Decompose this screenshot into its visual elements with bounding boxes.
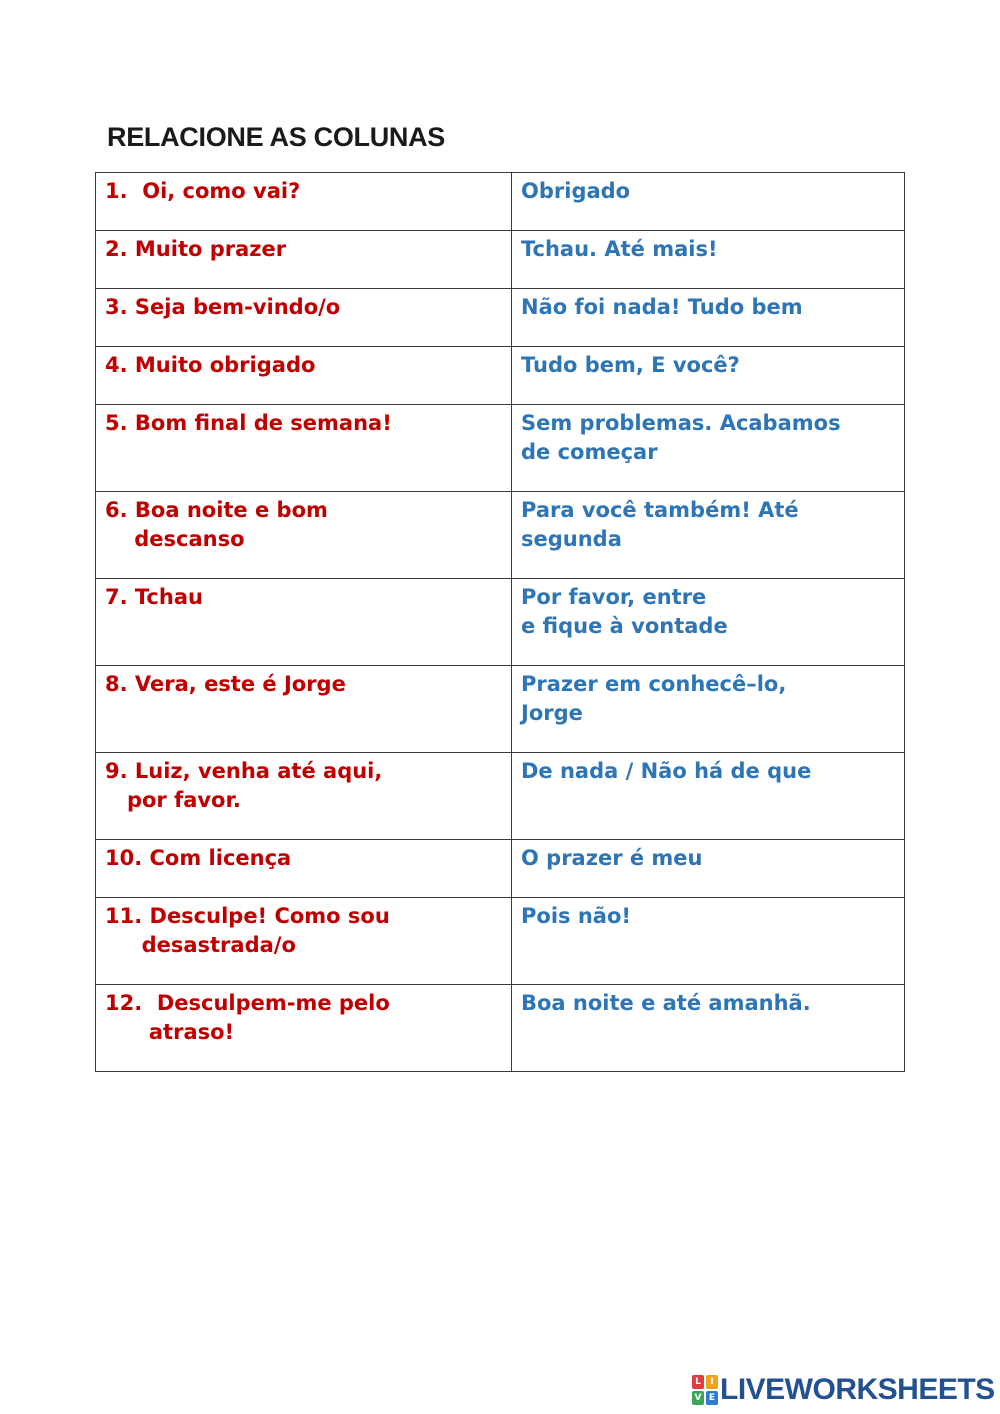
left-column-cell	[96, 492, 512, 579]
right-column-text: O prazer é meu	[521, 846, 703, 870]
table-row	[96, 898, 905, 985]
table-row	[96, 289, 905, 347]
right-column-cell	[512, 405, 905, 492]
right-column-text: Tudo bem, E você?	[521, 353, 740, 377]
left-column-cell	[96, 898, 512, 985]
right-column-cell	[512, 753, 905, 840]
left-column-text: 1. Oi, como vai?	[105, 179, 301, 203]
table-row	[96, 492, 905, 579]
left-column-cell	[96, 405, 512, 492]
liveworksheets-logo-icon: L I V E	[692, 1375, 718, 1405]
right-column-text: Sem problemas. Acabamos de começar	[521, 411, 841, 464]
left-column-text: 3. Seja bem-vindo/o	[105, 295, 341, 319]
right-column-cell	[512, 985, 905, 1072]
left-column-cell	[96, 579, 512, 666]
right-column-cell	[512, 666, 905, 753]
left-column-cell	[96, 289, 512, 347]
left-column-cell	[96, 753, 512, 840]
right-column-cell	[512, 289, 905, 347]
table-row	[96, 666, 905, 753]
right-column-text: Boa noite e até amanhã.	[521, 991, 811, 1015]
right-column-cell	[512, 173, 905, 231]
liveworksheets-logo	[692, 1372, 995, 1408]
left-column-text: 8. Vera, este é Jorge	[105, 672, 346, 696]
left-column-cell	[96, 666, 512, 753]
right-column-text: Tchau. Até mais!	[521, 237, 718, 261]
right-column-cell	[512, 492, 905, 579]
matching-table	[95, 172, 905, 1072]
left-column-text: 10. Com licença	[105, 846, 292, 870]
worksheet-title: RELACIONE AS COLUNAS	[107, 122, 446, 152]
right-column-text: Para você também! Até segunda	[521, 498, 799, 551]
left-column-text: 6. Boa noite e bom descanso	[105, 498, 328, 551]
table-row	[96, 405, 905, 492]
right-column-text: Prazer em conhecê–lo, Jorge	[521, 672, 787, 725]
left-column-text: 4. Muito obrigado	[105, 353, 316, 377]
right-column-text: Obrigado	[521, 179, 631, 203]
left-column-cell	[96, 347, 512, 405]
table-row	[96, 173, 905, 231]
right-column-cell	[512, 579, 905, 666]
left-column-text: 7. Tchau	[105, 585, 203, 609]
left-column-text: 9. Luiz, venha até aqui, por favor.	[105, 759, 383, 812]
left-column-cell	[96, 231, 512, 289]
table-row	[96, 579, 905, 666]
right-column-cell	[512, 347, 905, 405]
right-column-cell	[512, 898, 905, 985]
right-column-cell	[512, 840, 905, 898]
left-column-text: 12. Desculpem-me pelo atraso!	[105, 991, 390, 1044]
left-column-cell	[96, 985, 512, 1072]
left-column-cell	[96, 840, 512, 898]
table-row	[96, 231, 905, 289]
table-row	[96, 753, 905, 840]
table-row	[96, 347, 905, 405]
left-column-text: 11. Desculpe! Como sou desastrada/o	[105, 904, 390, 957]
right-column-text: Por favor, entre e fique à vontade	[521, 585, 728, 638]
left-column-cell	[96, 173, 512, 231]
right-column-text: De nada / Não há de que	[521, 759, 812, 783]
table-row	[96, 985, 905, 1072]
right-column-text: Não foi nada! Tudo bem	[521, 295, 803, 319]
left-column-text: 5. Bom final de semana!	[105, 411, 392, 435]
right-column-cell	[512, 231, 905, 289]
left-column-text: 2. Muito prazer	[105, 237, 287, 261]
right-column-text: Pois não!	[521, 904, 631, 928]
liveworksheets-logo-text: LIVEWORKSHEETS	[720, 1373, 995, 1406]
table-row	[96, 840, 905, 898]
